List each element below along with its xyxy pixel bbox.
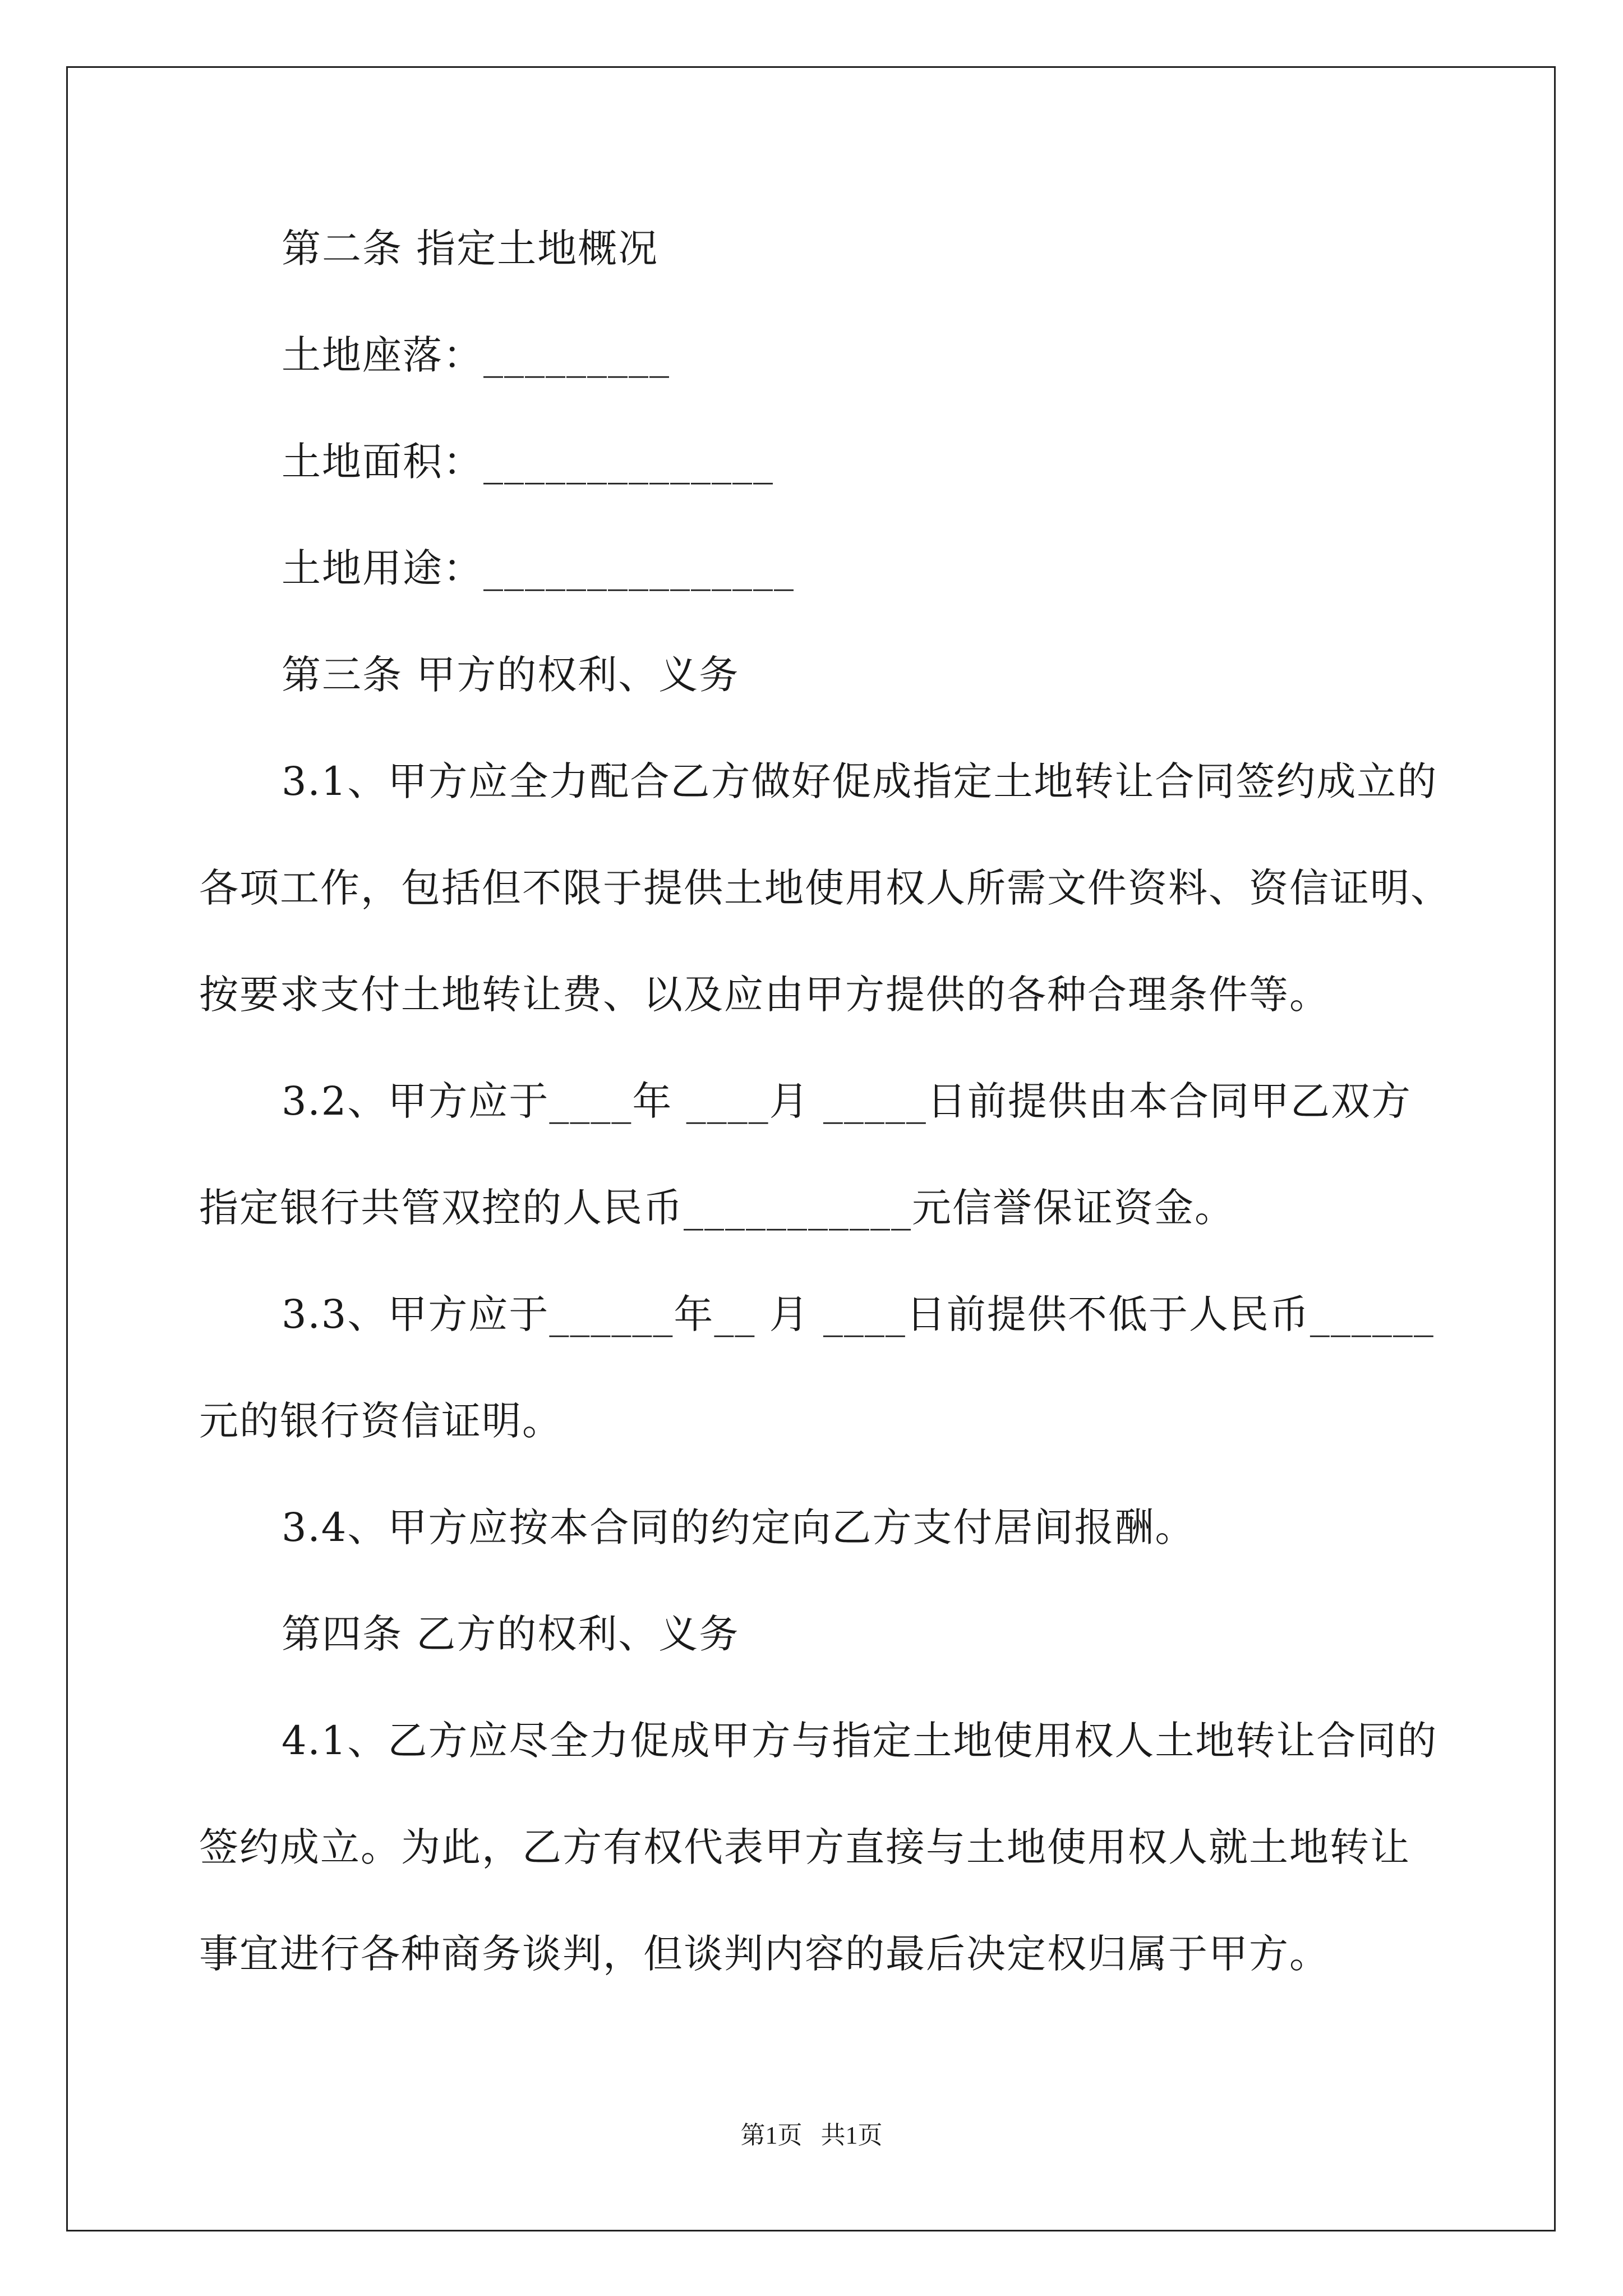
land-location-field: 土地座落：_________ — [282, 332, 670, 378]
page-number-footer: 第1页 共1页 — [740, 2122, 883, 2149]
clause-3-3-line-1: 3.3、甲方应于______年__ 月 ____日前提供不低于人民币______ — [282, 1291, 1435, 1337]
page-border — [66, 66, 1556, 2231]
clause-3-1-line-2: 各项工作，包括但不限于提供土地使用权人所需文件资料、资信证明、 — [199, 865, 1451, 911]
clause-3-3-line-2: 元的银行资信证明。 — [199, 1398, 562, 1444]
clause-3-2-line-1: 3.2、甲方应于____年 ____月 _____日前提供由本合同甲乙双方 — [282, 1078, 1412, 1124]
article-4-heading: 第四条 乙方的权利、义务 — [282, 1611, 740, 1657]
clause-3-1-line-3: 按要求支付土地转让费、以及应由甲方提供的各种合理条件等。 — [199, 972, 1330, 1018]
clause-4-1-line-3: 事宜进行各种商务谈判，但谈判内容的最后决定权归属于甲方。 — [199, 1931, 1330, 1977]
clause-3-1-line-1: 3.1、甲方应全力配合乙方做好促成指定土地转让合同签约成立的 — [282, 758, 1438, 804]
article-2-heading: 第二条 指定土地概况 — [282, 226, 659, 272]
clause-3-2-line-2: 指定银行共管双控的人民币___________元信誉保证资金。 — [199, 1185, 1235, 1231]
land-area-field: 土地面积：______________ — [282, 439, 774, 485]
land-use-field: 土地用途：_______________ — [282, 545, 795, 591]
clause-4-1-line-1: 4.1、乙方应尽全力促成甲方与指定土地使用权人土地转让合同的 — [282, 1718, 1438, 1764]
article-3-heading: 第三条 甲方的权利、义务 — [282, 652, 740, 698]
clause-3-4: 3.4、甲方应按本合同的约定向乙方支付居间报酬。 — [282, 1504, 1196, 1550]
clause-4-1-line-2: 签约成立。为此，乙方有权代表甲方直接与土地使用权人就土地转让 — [199, 1824, 1410, 1870]
